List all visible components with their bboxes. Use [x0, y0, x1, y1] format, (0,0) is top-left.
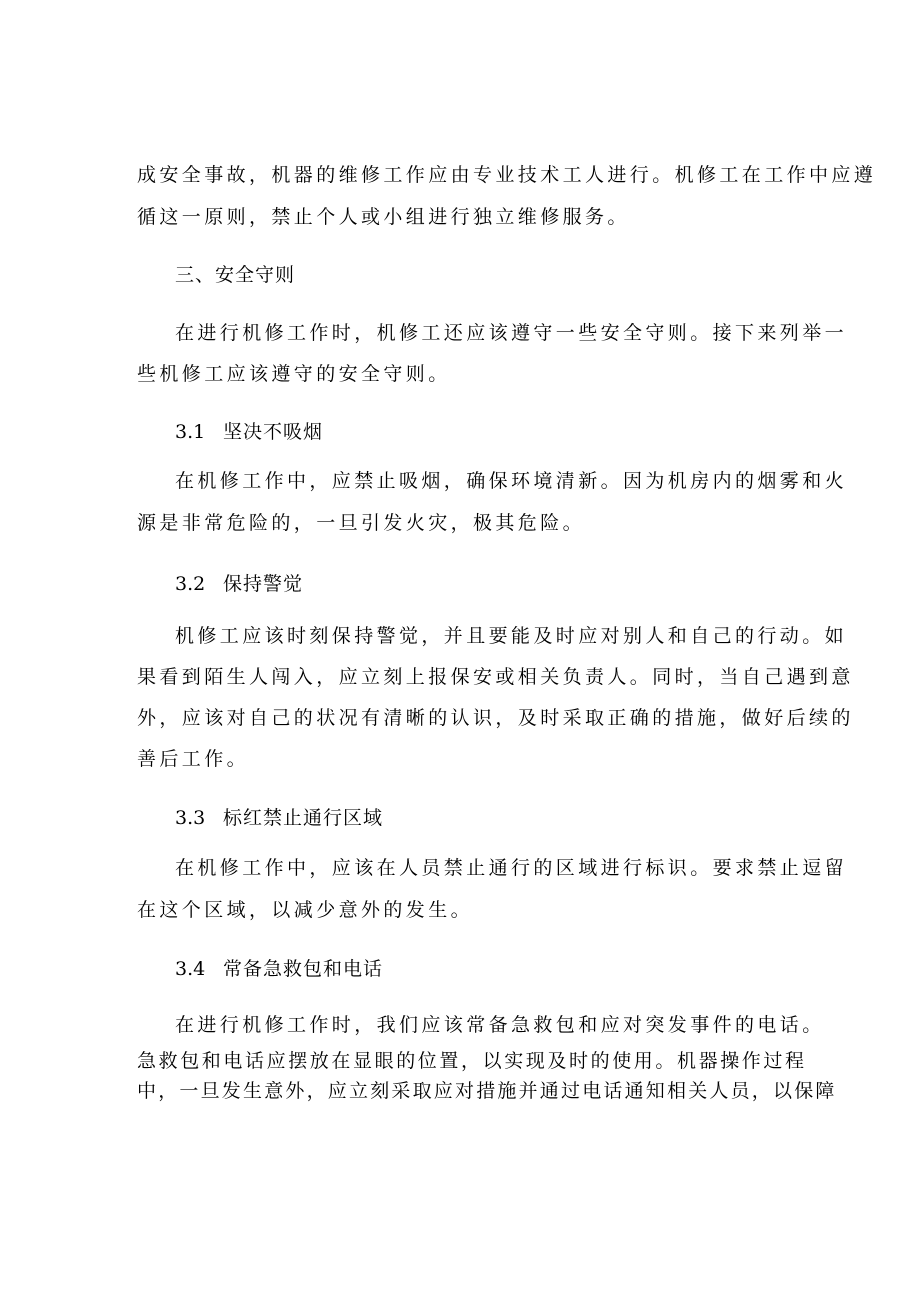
subsection-title: 标红禁止通行区域	[223, 807, 384, 829]
subsection-number: 3.1	[175, 421, 206, 443]
subsection-heading	[175, 956, 383, 982]
paragraph-line: 急救包和电话应摆放在显眼的位置，以实现及时的使用。机器操作过程	[137, 1050, 807, 1072]
paragraph-line: 中，一旦发生意外，应立刻采取应对措施并通过电话通知相关人员，以保障	[137, 1080, 837, 1102]
subsection-number: 3.3	[175, 807, 206, 829]
subsection-title: 坚决不吸烟	[223, 421, 324, 443]
paragraph-line: 机修工应该时刻保持警觉，并且要能及时应对别人和自己的行动。如	[175, 625, 848, 647]
paragraph-line: 在进行机修工作时，机修工还应该遵守一些安全守则。接下来列举一	[175, 322, 848, 344]
paragraph-line: 在这个区域，以减少意外的发生。	[137, 899, 474, 921]
paragraph-line: 源是非常危险的，一旦引发火灾，极其危险。	[137, 512, 586, 534]
subsection-number: 3.2	[175, 573, 206, 595]
paragraph-line: 果看到陌生人闯入，应立刻上报保安或相关负责人。同时，当自己遇到意	[137, 666, 854, 688]
paragraph-line: 外，应该对自己的状况有清晰的认识，及时采取正确的措施，做好后续的	[137, 707, 854, 729]
subsection-title: 保持警觉	[223, 573, 304, 595]
subsection-heading	[175, 805, 383, 831]
subsection-heading	[175, 419, 323, 445]
paragraph-line: 循这一原则，禁止个人或小组进行独立维修服务。	[137, 206, 630, 228]
paragraph-line: 在进行机修工作时，我们应该常备急救包和应对突发事件的电话。	[175, 1014, 825, 1036]
paragraph-line: 善后工作。	[137, 748, 250, 770]
paragraph-line: 成安全事故，机器的维修工作应由专业技术工人进行。机修工在工作中应遵	[137, 164, 877, 186]
paragraph-line: 些机修工应该遵守的安全守则。	[137, 363, 451, 385]
paragraph-line: 在机修工作中，应该在人员禁止通行的区域进行标识。要求禁止逗留	[175, 857, 848, 879]
paragraph-line: 在机修工作中，应禁止吸烟，确保环境清新。因为机房内的烟雾和火	[175, 470, 848, 492]
subsection-number: 3.4	[175, 958, 206, 980]
subsection-title: 常备急救包和电话	[223, 958, 384, 980]
section-heading: 三、安全守则	[175, 264, 296, 286]
subsection-heading	[175, 571, 303, 597]
